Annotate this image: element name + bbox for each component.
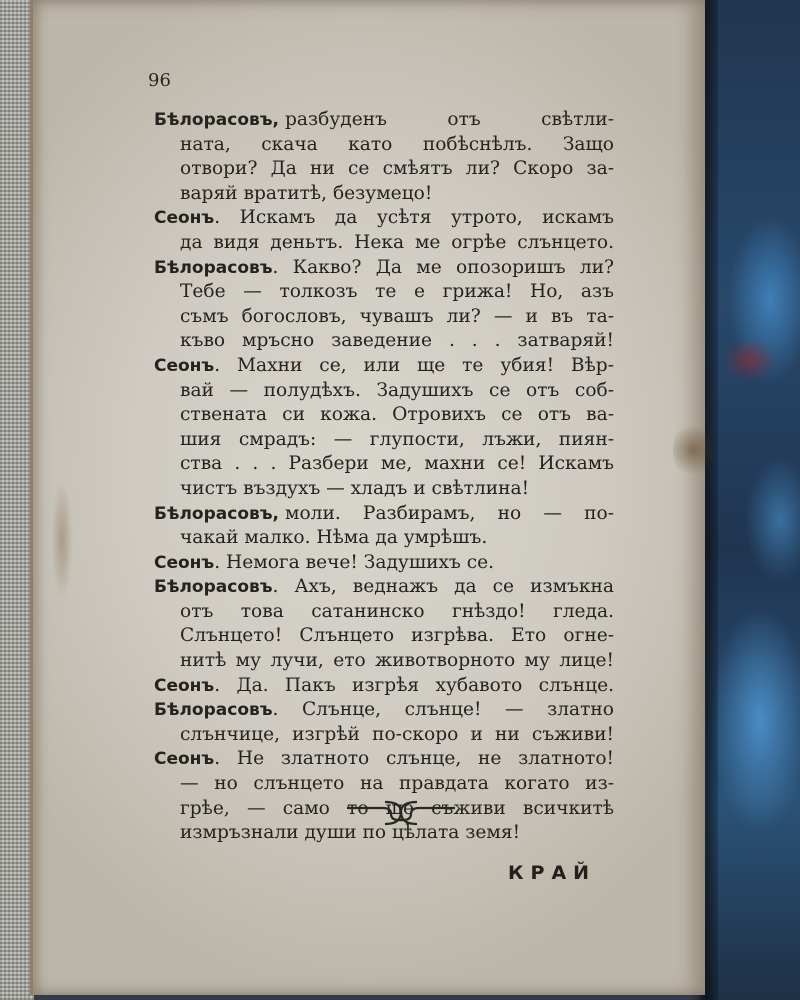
text-line — [154, 551, 614, 576]
line-text: чистъ въздухъ — хладъ и свѣтлина! — [180, 477, 530, 499]
line-text: . Не златното слънце, не златното! — [214, 748, 614, 770]
speaker-name: Бѣлорасовъ — [154, 700, 273, 721]
text-line — [154, 206, 614, 231]
line-text: да видя деньтъ. Нека ме огрѣе слънцето. — [180, 231, 614, 253]
text-line — [154, 133, 614, 158]
speaker-name: Бѣлорасовъ — [154, 257, 273, 278]
line-text: грѣе, — само то ще съживи всичкитѣ — [180, 797, 614, 819]
text-line — [154, 280, 614, 305]
line-text: ната, скача като побѣснѣлъ. Защо — [180, 133, 614, 155]
text-line — [154, 182, 614, 207]
text-line — [154, 403, 614, 428]
speaker-name: Сеонъ — [154, 749, 215, 770]
speaker-name: Бѣлорасовъ — [154, 577, 273, 598]
text-line — [154, 600, 614, 625]
background-fabric — [0, 0, 34, 1000]
text-line — [154, 157, 614, 182]
line-text: варяй вратитѣ, безумецо! — [180, 182, 433, 204]
line-text: . Искамъ да усѣтя утрото, искамъ — [214, 207, 614, 229]
end-title: КРАЙ — [508, 862, 597, 884]
line-text: ства . . . Разбери ме, махни се! Искамъ — [180, 453, 614, 475]
text-line — [154, 772, 614, 797]
text-line — [154, 698, 614, 723]
line-text: . Немога вече! Задушихъ се. — [214, 551, 495, 573]
page-stain — [51, 480, 73, 600]
line-text: чакай малко. Нѣма да умрѣшъ. — [180, 527, 488, 549]
page-number: 96 — [148, 70, 171, 91]
line-text: вай — полудѣхъ. Задушихъ се отъ соб- — [180, 379, 614, 401]
line-text: . Слънце, слънце! — златно — [272, 699, 614, 721]
text-line — [154, 379, 614, 404]
text-line — [154, 329, 614, 354]
line-text: . Махни се, или ще те убия! Вѣр- — [214, 354, 614, 376]
text-line — [154, 624, 614, 649]
text-line — [154, 649, 614, 674]
text-line — [154, 674, 614, 699]
text-line — [154, 477, 614, 502]
play-text — [154, 108, 614, 846]
line-text: . Какво? Да ме опозоришъ ли? — [272, 256, 614, 278]
text-line — [154, 231, 614, 256]
line-text: ствената си кожа. Отровихъ се отъ ва- — [180, 404, 614, 426]
line-text: измръзнали души по цѣлата земя! — [180, 822, 521, 844]
line-text: шия смрадъ: — глупости, лъжи, пиян- — [180, 428, 614, 450]
line-text: къво мръсно заведение . . . затваряй! — [180, 330, 614, 352]
text-line — [154, 575, 614, 600]
text-line — [154, 502, 614, 527]
line-text: Тебе — толкозъ те е грижа! Но, азъ — [180, 281, 614, 303]
text-line — [154, 526, 614, 551]
speaker-name: Сеонъ — [154, 355, 215, 376]
ornament-divider — [345, 798, 457, 828]
speaker-name: Сеонъ — [154, 675, 215, 696]
speaker-name: Бѣлорасовъ, — [154, 503, 279, 524]
text-line — [154, 354, 614, 379]
speaker-name: Бѣлорасовъ, — [154, 110, 279, 130]
line-text: отвори? Да ни се смѣятъ ли? Скоро за- — [180, 158, 614, 180]
line-text: отъ това сатанинско гнѣздо! гледа. — [180, 600, 614, 622]
line-text: слънчице, изгрѣй по-скоро и ни съживи! — [180, 723, 614, 745]
speaker-name: Сеонъ — [154, 208, 215, 229]
text-line — [154, 747, 614, 772]
line-text: съмъ богословъ, чувашъ ли? — и въ та- — [180, 305, 614, 327]
line-text: . Да. Пакъ изгрѣя хубавото слънце. — [214, 674, 614, 696]
text-line — [154, 256, 614, 281]
text-line — [154, 452, 614, 477]
line-text: Слънцето! Слънцето изгрѣва. Ето огне- — [180, 625, 614, 647]
line-text: — но слънцето на правдата когато из- — [180, 773, 614, 795]
line-text: разбуденъ отъ свѣтли- — [285, 109, 614, 130]
text-line — [154, 428, 614, 453]
line-text: моли. Разбирамъ, но — по- — [285, 502, 614, 524]
text-line — [154, 108, 614, 133]
page-stain — [673, 420, 713, 480]
line-text: нитѣ му лучи, ето животворното му лице! — [180, 650, 614, 672]
speaker-name: Сеонъ — [154, 552, 215, 573]
text-line — [154, 305, 614, 330]
text-line — [154, 723, 614, 748]
line-text: . Ахъ, веднажъ да се измъкна — [272, 576, 614, 598]
